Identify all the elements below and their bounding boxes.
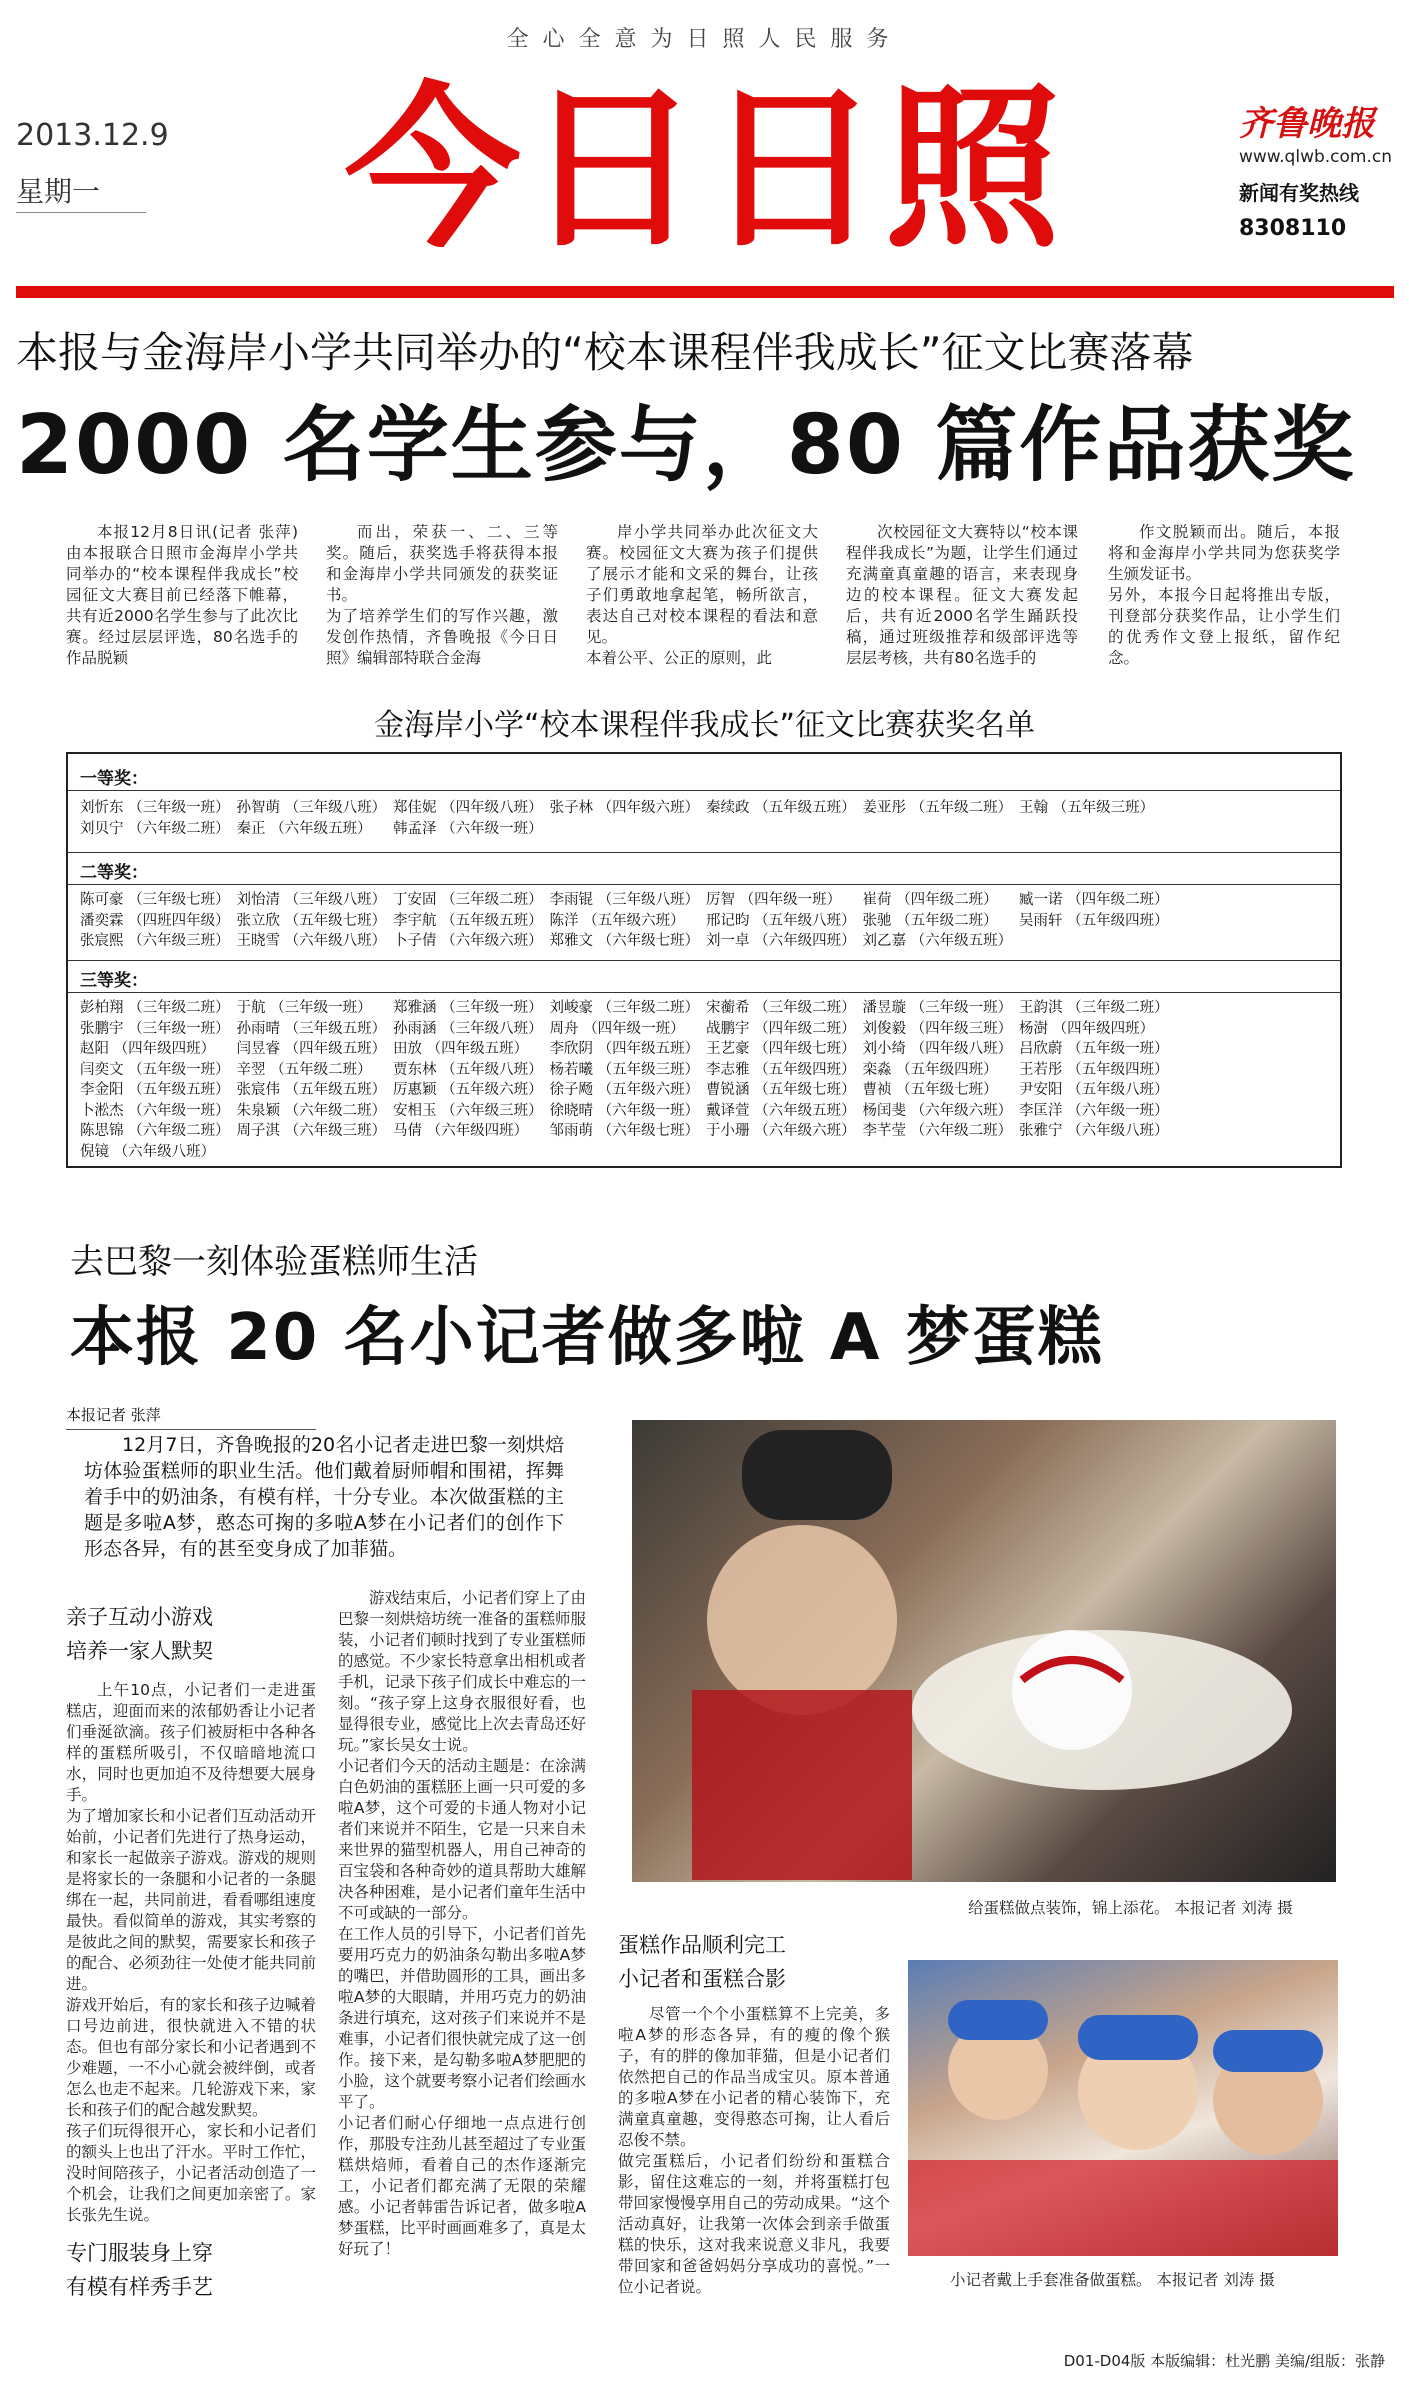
story2-body-2: 游戏结束后，小记者们穿上了由巴黎一刻烘焙坊统一准备的蛋糕师服装，小记者们顿时找到了专业蛋糕师的感觉。不少家长特意拿出相机或者手机，记录下孩子们成长中难忘的一刻。“孩子穿上这身衣服很好看，也显得很专业，感觉比上次去青岛还好玩。”家长吴女士说。 小记者们今天的活动主题是：在涂满白色奶油的蛋糕胚上画一只可爱的多啦A梦，这个可爱的卡通人物对小记者们来说并不陌生，它是一只来自未来世界的猫型机器人，用自己神奇的百宝袋和各种奇妙的道具帮助大雄解决各种困难，是小记者们童年生活中不可或缺的一部分。 在工作人员的引导下，小记者们首先要用巧克力的奶油条勾勒出多啦A梦的嘴巴，并借助圆形的工具，画出多啦A梦的大眼睛，并用巧克力的奶油条进行填充，这对孩子们来说并不是难事，小记者们很快就完成了这一创作。接下来，是勾勒多啦A梦肥肥的小脸，这个就要考察小记者们绘画水平了。 小记者们耐心仔细地一点点进行创作，那股专注劲儿甚至超过了专业蛋糕烘焙师，看着自己的杰作逐渐完工，小记者们都充满了无限的荣耀感。小记者韩雷告诉记者，做多啦A梦蛋糕，比平时画画难多了，真是太好玩了！	[338, 1589, 587, 2258]
award-winner: 王艺豪 （四年级七班）	[706, 1041, 856, 1057]
award-winner: 张宸伟 （五年级五班）	[236, 1082, 387, 1098]
award-winner	[1019, 1142, 1176, 1163]
award-winner: 邹雨萌 （六年级七班）	[549, 1123, 700, 1139]
award-winner: 张雅宁 （六年级八班）	[1019, 1123, 1169, 1139]
award-winner: 马倩 （六年级四班）	[393, 1123, 529, 1139]
award-winner: 徐子飏 （五年级六班）	[549, 1082, 700, 1098]
award-winner	[1176, 911, 1333, 932]
award-winner: 王若彤 （五年级四班）	[1019, 1061, 1169, 1078]
tier-label: 三等奖：	[80, 971, 148, 991]
story2-headline: 本报 20 名小记者做多啦 A 梦蛋糕	[70, 1301, 1104, 1375]
award-winner: 厉智 （四年级一班）	[706, 892, 842, 908]
award-winner	[1176, 1101, 1333, 1122]
story1-column-4: 次校园征文大赛特以“校本课程伴我成长”为题，让学生们通过充满童真童趣的语言，来表现身边的校本课程。征文大赛发起后，共有近2000名学生踊跃投稿，通过班级推荐和级部评选等层层考核，共有80名选手的	[846, 523, 1078, 667]
award-winner	[1176, 798, 1333, 819]
award-winner: 陈可豪 （三年级七班）	[80, 892, 230, 908]
award-winner: 刘小绮 （四年级八班）	[862, 1041, 1013, 1057]
award-winner: 孙智萌 （三年级八班）	[236, 800, 387, 816]
children-illustration	[908, 1960, 1338, 2256]
tier-divider	[68, 884, 1340, 885]
award-winner: 安相玉 （六年级三班）	[393, 1102, 543, 1119]
award-winner: 丁安固 （三年级二班）	[393, 892, 543, 908]
award-winner: 刘忻东 （三年级一班）	[80, 800, 230, 816]
award-winner: 于航 （三年级一班）	[236, 1000, 372, 1016]
award-winner: 闫昱睿 （四年级五班）	[236, 1041, 387, 1057]
award-winner: 尹安阳 （五年级八班）	[1019, 1082, 1169, 1098]
award-winner: 李匡洋 （六年级一班）	[1019, 1102, 1169, 1119]
award-winner: 臧一诺 （四年级二班）	[1019, 892, 1169, 908]
story1-column-5: 作文脱颖而出。随后，本报将和金海岸小学共同为您获奖学生颁发证书。 另外，本报今日起将推出专版，刊登部分获奖作品，让小学生们的优秀作文登上报纸，留作纪念。	[1108, 523, 1340, 667]
award-winner: 李金阳 （五年级五班）	[80, 1082, 230, 1098]
hotline-label: 新闻有奖热线	[1239, 181, 1359, 205]
tier-label: 一等奖：	[80, 769, 148, 789]
story1-headline: 2000 名学生参与，80 篇作品获奖	[16, 398, 1356, 493]
cake-decorating-photo	[632, 1420, 1336, 1882]
award-winner	[1176, 1019, 1333, 1040]
award-winner: 姜亚彤 （五年级二班）	[862, 800, 1013, 816]
award-winner: 张宸熙 （六年级三班）	[80, 933, 230, 949]
masthead-slogan: 全心全意为日照人民服务	[506, 27, 903, 52]
story2-column-1	[66, 1600, 316, 2304]
award-winner: 刘峻豪 （三年级二班）	[549, 1000, 700, 1016]
award-winner: 贾东林 （五年级八班）	[393, 1061, 543, 1078]
tier-divider	[68, 992, 1340, 993]
award-winner	[1176, 1060, 1333, 1081]
award-winner	[237, 1142, 394, 1163]
awards-title: 金海岸小学“校本课程伴我成长”征文比赛获奖名单	[373, 708, 1036, 743]
award-winner	[1176, 1080, 1333, 1101]
cake-decorating-illustration	[632, 1420, 1336, 1882]
award-winner: 栾淼 （五年级四班）	[862, 1061, 998, 1078]
tier-divider	[68, 790, 1340, 791]
award-winner: 李宇航 （五年级五班）	[393, 912, 543, 929]
story1-kicker: 本报与金海岸小学共同举办的“校本课程伴我成长”征文比赛落幕	[16, 328, 1194, 377]
award-winner: 刘俊毅 （四年级三班）	[862, 1020, 1013, 1037]
awards-table	[66, 752, 1342, 1168]
award-winner: 辛翌 （五年级二班）	[236, 1061, 372, 1078]
subhead-line: 蛋糕作品顺利完工	[618, 1933, 786, 1957]
award-winner: 韩孟泽 （六年级一班）	[393, 820, 543, 837]
award-winner: 张驰 （五年级二班）	[862, 912, 998, 929]
award-winner: 厉惠颖 （五年级六班）	[393, 1082, 543, 1098]
award-winner	[863, 1142, 1020, 1163]
award-winner	[1176, 1142, 1333, 1163]
award-winner: 崔荷 （四年级二班）	[862, 892, 998, 908]
brand-url: www.qlwb.com.cn	[1239, 147, 1392, 167]
award-winner: 郑佳妮 （四年级八班）	[393, 800, 543, 816]
award-winner: 孙雨晴 （三年级五班）	[236, 1020, 387, 1037]
award-winner: 杨若曦 （五年级三班）	[549, 1061, 700, 1078]
award-winner	[863, 819, 1020, 840]
award-winner	[1176, 890, 1333, 911]
award-winner	[1019, 819, 1176, 840]
story2-kicker: 去巴黎一刻体验蛋糕师生活	[70, 1242, 478, 1282]
award-winner: 曹锐涵 （五年级七班）	[706, 1082, 856, 1098]
award-winner: 王翰 （五年级三班）	[1019, 800, 1155, 816]
award-winner: 邢记昀 （五年级八班）	[706, 912, 856, 929]
award-winner	[1176, 1039, 1333, 1060]
award-winner	[1176, 998, 1333, 1019]
award-winner: 刘一卓 （六年级四班）	[706, 933, 856, 949]
subhead-line: 专门服装身上穿	[66, 2241, 213, 2265]
award-winner: 于小珊 （六年级六班）	[706, 1123, 856, 1139]
award-winner: 周子淇 （六年级三班）	[236, 1123, 387, 1139]
awards-name-grid	[80, 798, 1332, 839]
hotline-number: 8308110	[1239, 216, 1347, 241]
award-winner	[393, 1142, 550, 1163]
award-winner: 刘怡清 （三年级八班）	[236, 892, 387, 908]
award-winner: 李芊莹 （六年级二班）	[862, 1123, 1013, 1139]
award-winner: 李欣阴 （四年级五班）	[549, 1041, 700, 1057]
tier-divider	[68, 852, 1340, 853]
award-winner: 孙雨涵 （三年级八班）	[393, 1020, 543, 1037]
award-winner: 卜子倩 （六年级六班）	[393, 933, 543, 949]
award-winner: 张立欣 （五年级七班）	[236, 912, 387, 929]
subhead-line: 培养一家人默契	[66, 1639, 213, 1663]
award-winner: 秦正 （六年级五班）	[236, 820, 372, 837]
subhead-line: 小记者和蛋糕合影	[618, 1967, 786, 1991]
award-winner: 周舟 （四年级一班）	[549, 1020, 685, 1037]
story2-byline: 本报记者 张萍	[66, 1404, 316, 1430]
photo2-caption: 小记者戴上手套准备做蛋糕。 本报记者 刘涛 摄	[950, 2271, 1275, 2289]
tier-divider	[68, 960, 1340, 961]
award-winner: 倪镜 （六年级八班）	[80, 1143, 216, 1160]
award-winner	[1019, 931, 1176, 952]
award-winner: 李雨锟 （三年级八班）	[549, 892, 700, 908]
award-winner: 吴雨轩 （五年级四班）	[1019, 912, 1169, 929]
children-gloves-photo	[908, 1960, 1338, 2256]
story1-column-1: 本报12月8日讯(记者 张萍) 由本报联合日照市金海岸小学共同举办的“校本课程伴我成长”校园征文大赛目前已经落下帷幕，共有近2000名学生参与了此次比赛。经过层层评选，80名选手的作品脱颖	[66, 523, 298, 667]
subhead-line: 亲子互动小游戏	[66, 1605, 213, 1629]
award-winner: 潘奕霖 （四班四年级）	[80, 912, 230, 929]
brand-block	[1239, 96, 1392, 241]
masthead-red-rule	[16, 286, 1394, 298]
award-winner: 潘昱璇 （三年级一班）	[862, 1000, 1013, 1016]
story2-body-1: 上午10点，小记者们一走进蛋糕店，迎面而来的浓郁奶香让小记者们垂涎欲滴。孩子们被厨柜中各种各样的蛋糕所吸引，不仅暗暗地流口水，同时也更加迫不及待想要大展身手。 为了增加家长和小记者们互动活动开始前，小记者们先进行了热身运动，和家长一起做亲子游戏。游戏的规则是将家长的一条腿和小记者的一条腿绑在一起，共同前进，看看哪组速度最快。看似简单的游戏，其实考察的是彼此之间的默契，需要家长和孩子的配合、必须劲往一处使才能共同前进。 游戏开始后，有的家长和孩子边喊着口号边前进，很快就进入不错的状态。但也有部分家长和小记者遇到不少难题，一不小心就会被绊倒，或者怎么也走不起来。几轮游戏下来，家长和孩子们的配合越发默契。 孩子们玩得很开心，家长和小记者们的额头上也出了汗水。平时工作忙，没时间陪孩子，小记者活动创造了一个机会，让我们之间更加亲密了。家长张先生说。	[66, 1681, 316, 2224]
award-winner: 卜淞杰 （六年级一班）	[80, 1102, 230, 1119]
award-winner: 宋蘅希 （三年级二班）	[706, 1000, 856, 1016]
awards-name-grid	[80, 890, 1332, 952]
award-winner: 王晓雪 （六年级八班）	[236, 933, 387, 949]
award-winner: 戴译萱 （六年级五班）	[706, 1102, 856, 1119]
award-winner: 刘贝宁 （六年级二班）	[80, 820, 230, 837]
story2-body-3: 尽管一个个小蛋糕算不上完美，多啦A梦的形态各异，有的瘦的像个猴子，有的胖的像加菲猫，但是小记者们依然把自己的作品当成宝贝。原本普通的多啦A梦在小记者的精心装饰下，充满童真童趣，变得憨态可掬，让人看后忍俊不禁。 做完蛋糕后，小记者们纷纷和蛋糕合影，留住这难忘的一刻，并将蛋糕打包带回家慢慢享用自己的劳动成果。“这个活动真好，让我第一次体会到亲手做蛋糕的快乐，这对我来说意义非凡，我要带回家和爸爸妈妈分享成功的喜悦。”一位小记者说。	[618, 2005, 890, 2296]
award-winner: 徐晓晴 （六年级一班）	[549, 1102, 700, 1119]
award-winner: 赵阳 （四年级四班）	[80, 1041, 216, 1057]
award-winner: 彭柏翔 （三年级二班）	[80, 1000, 230, 1016]
story1-column-2: 而出，荣获一、二、三等奖。随后，获奖选手将获得本报和金海岸小学共同颁发的获奖证书。 为了培养学生们的写作兴趣，激发创作热情，齐鲁晚报《今日日照》编辑部特联合金海	[326, 523, 558, 667]
photo1-caption: 给蛋糕做点装饰，锦上添花。 本报记者 刘涛 摄	[968, 1899, 1293, 1917]
issue-weekday: 星期一	[16, 175, 101, 208]
award-winner	[706, 1142, 863, 1163]
award-winner: 吕欣蔚 （五年级一班）	[1019, 1041, 1169, 1057]
award-winner	[550, 1142, 707, 1163]
award-winner: 闫奕文 （五年级一班）	[80, 1061, 230, 1078]
award-winner: 陈思锦 （六年级二班）	[80, 1123, 230, 1139]
award-winner	[1176, 931, 1333, 952]
award-winner: 王韵淇 （三年级二班）	[1019, 1000, 1169, 1016]
award-winner: 李志雅 （五年级四班）	[706, 1061, 856, 1078]
brand-logo: 齐鲁晚报	[1239, 104, 1375, 144]
award-winner: 战鹏宇 （四年级二班）	[706, 1020, 856, 1037]
tier-label: 二等奖：	[80, 863, 148, 883]
award-winner	[1176, 819, 1333, 840]
story2-column-2	[338, 1588, 586, 2260]
subhead-line: 有模有样秀手艺	[66, 2275, 213, 2299]
award-winner: 陈洋 （五年级六班）	[549, 912, 685, 929]
award-winner: 张鹏宇 （三年级一班）	[80, 1020, 230, 1037]
award-winner: 杨澍 （四年级四班）	[1019, 1020, 1155, 1037]
award-winner: 郑雅文 （六年级七班）	[549, 933, 700, 949]
story2-column-3	[618, 1928, 890, 2298]
award-winner: 秦续政 （五年级五班）	[706, 800, 856, 816]
award-winner: 曹祯 （五年级七班）	[862, 1082, 998, 1098]
award-winner: 朱泉颖 （六年级二班）	[236, 1102, 387, 1119]
award-winner: 田放 （四年级五班）	[393, 1041, 529, 1057]
award-winner: 张子林 （四年级六班）	[549, 800, 700, 816]
award-winner: 刘乙嘉 （六年级五班）	[862, 933, 1013, 949]
awards-name-grid	[80, 998, 1332, 1162]
award-winner	[706, 819, 863, 840]
page-footer: D01-D04版 本版编辑：杜光鹏 美编/组版：张静	[1063, 2352, 1385, 2370]
award-winner	[1176, 1121, 1333, 1142]
award-winner: 郑雅涵 （三年级一班）	[393, 1000, 543, 1016]
newspaper-title: 今日日照	[344, 67, 1065, 272]
story2-lead: 12月7日，齐鲁晚报的20名小记者走进巴黎一刻烘焙坊体验蛋糕师的职业生活。他们戴着厨师帽和围裙，挥舞着手中的奶油条，有模有样，十分专业。本次做蛋糕的主题是多啦A梦，憨态可掬的多啦A梦在小记者们的创作下形态各异，有的甚至变身成了加菲猫。	[84, 1434, 564, 1560]
award-winner: 杨闰斐 （六年级六班）	[862, 1102, 1013, 1119]
story1-column-3: 岸小学共同举办此次征文大赛。校园征文大赛为孩子们提供了展示才能和文采的舞台，让孩子们勇敢地拿起笔，畅所欲言，表达自己对校本课程的看法和意见。 本着公平、公正的原则，此	[586, 523, 818, 667]
award-winner	[550, 819, 707, 840]
issue-date: 2013.12.9	[16, 118, 169, 153]
